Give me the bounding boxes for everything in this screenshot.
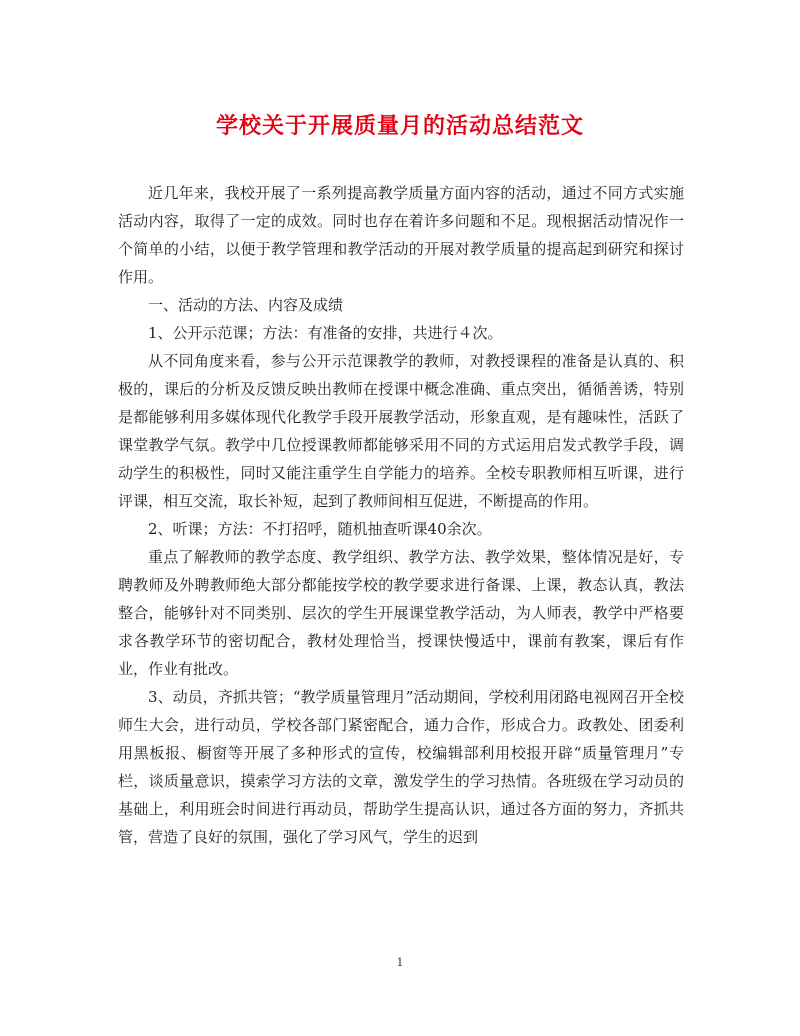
document-body	[118, 179, 684, 851]
paragraph-intro: 近几年来，我校开展了一系列提高教学质量方面内容的活动，通过不同方式实施活动内容，取得了一定的成效。同时也存在着许多问题和不足。现根据活动情况作一个简单的小结，以便于教学管理和教学活动的开展对教学质量的提高起到研究和探讨作用。	[118, 184, 684, 286]
paragraph-mobilization: 3、动员，齐抓共管；“教学质量管理月”活动期间，学校利用闭路电视网召开全校师生大会，进行动员，学校各部门紧密配合，通力合作，形成合力。政教处、团委利用黑板报、橱窗等开展了多种形式的宣传，校编辑部利用校报开辟“质量管理月”专栏，谈质量意识，摸索学习方法的文章，激发学生的学习热情。各班级在学习动员的基础上，利用班会时间进行再动员，帮助学生提高认识，通过各方面的努力，齐抓共管，营造了良好的氛围，强化了学习风气，学生的迟到	[118, 688, 684, 846]
section-heading-methods: 一、活动的方法、内容及成绩	[148, 296, 344, 314]
document-title: 学校关于开展质量月的活动总结范文	[215, 113, 584, 139]
page-number: 1	[396, 956, 404, 969]
paragraph-demo-class: 从不同角度来看，参与公开示范课教学的教师，对教授课程的准备是认真的、积极的，课后的分析及反馈反映出教师在授课中概念准确、重点突出，循循善诱，特别是都能够利用多媒体现代化教学手段开展教学活动，形象直观，是有趣味性，活跃了课堂教学气氛。教学中几位授课教师都能够采用不同的方式运用启发式教学手段，调动学生的积极性，同时又能注重学生自学能力的培养。全校专职教师相互听课，进行评课，相互交流，取长补短，起到了教师间相互促进，不断提高的作用。	[118, 352, 684, 510]
paragraph-lesson-observation: 重点了解教师的教学态度、教学组织、教学方法、教学效果，整体情况是好，专聘教师及外聘教师绝大部分都能按学校的教学要求进行备课、上课，教态认真，教法整合，能够针对不同类别、层次的学生开展课堂教学活动，为人师表，教学中严格要求各教学环节的密切配合，教材处理恰当，授课快慢适中，课前有教案，课后有作业，作业有批改。	[118, 548, 684, 678]
item-heading-demo-class: 1、公开示范课；方法：有准备的安排，共进行４次。	[148, 324, 503, 342]
item-heading-lesson-observation: 2、听课；方法：不打招呼，随机抽查听课40余次。	[148, 520, 492, 538]
